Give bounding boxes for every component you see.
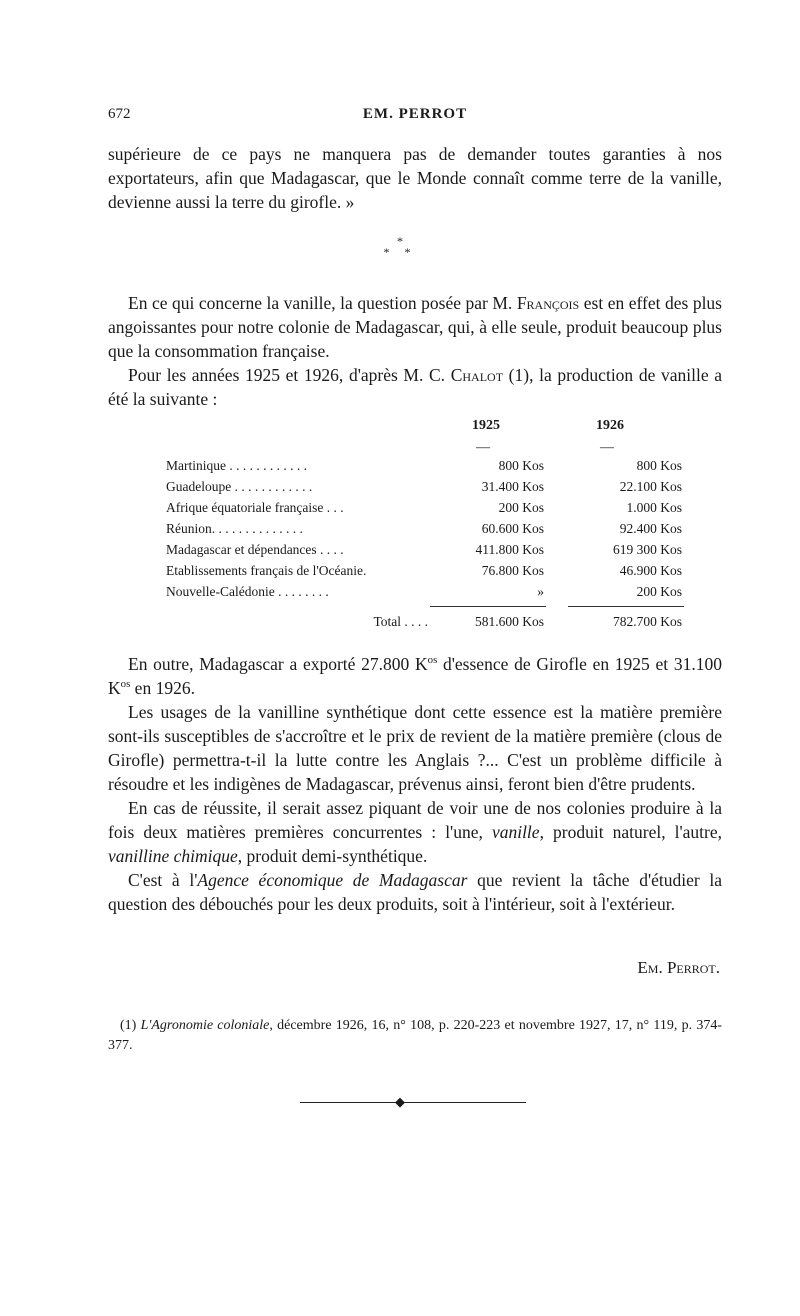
p5-text-b: , produit naturel, l'autre, — [539, 822, 723, 842]
paragraph-2 — [108, 363, 722, 411]
value-1926: 92.400 Kos — [619, 521, 682, 536]
paragraph-1 — [108, 291, 722, 363]
value-1925: 60.600 Kos — [481, 521, 544, 536]
paragraph-text: supérieure de ce pays ne manquera pas de demander toutes garanties à nos exportateurs, afin que Madagascar, que le Monde connaît comme terre de la vanille, devienne aussi la terre du girofle. » — [108, 144, 722, 212]
total-1925: 581.600 Kos — [474, 614, 544, 629]
author-name-francois: François — [516, 293, 580, 313]
paragraph-4: Les usages de la vanilline synthétique dont cette essence est la matière première sont-ils susceptibles de s'accroître et le prix de revient de la matière première (clous de Girofle) permettra-t-il la lutte contre les Anglais ?... C'est un problème difficile à résoudre et les indigènes de Madagascar, prévenus ainsi, feront bien d'être prudents. — [108, 702, 722, 794]
page-number: 672 — [108, 106, 131, 122]
table-row — [166, 563, 686, 584]
row-label: Etablissements français de l'Océanie. — [166, 563, 367, 578]
p5-text-a: En cas de réussite, il serait assez piquant de voir une de nos colonies produire à la fois deux matières premières concurrentes : l'une, — [108, 798, 722, 842]
year-1925: 1925 — [472, 418, 500, 433]
p3-text-b: d'essence de Girofle en 1925 et 31.100 K — [108, 654, 723, 698]
paragraph-3 — [108, 652, 722, 700]
value-1925: 411.800 Kos — [475, 542, 544, 557]
table-row — [166, 479, 686, 500]
p6-text-b: que revient la tâche d'étudier la question des débouchés pour les deux produits, soit à l'intérieur, soit à l'extérieur. — [108, 870, 722, 914]
value-1925: 200 Kos — [498, 500, 544, 515]
stars-bottom: * * — [383, 245, 417, 259]
p1-text-a: En ce qui concerne la vanille, la question posée par M. — [128, 293, 513, 313]
p6-italic-agence: Agence économique de Madagascar — [197, 870, 468, 890]
section-separator — [0, 236, 800, 258]
signature: Em. Perrot. — [637, 958, 720, 977]
row-label: Martinique . . . . . . . . . . . . — [166, 458, 307, 473]
p3-text-a: En outre, Madagascar a exporté 27.800 K — [128, 654, 428, 674]
value-1926: 619 300 Kos — [612, 542, 682, 557]
star-top: * — [397, 234, 403, 248]
paragraph-6 — [108, 868, 722, 916]
p5-text-c: , produit demi-synthétique. — [237, 846, 428, 866]
p2-text-a: Pour les années 1925 et 1926, d'après M. C. — [128, 365, 446, 385]
footnote-text: , décembre 1926, 16, n° 108, p. 220-223 et novembre 1927, 17, n° 119, p. 374-377. — [108, 1018, 722, 1053]
footnote — [108, 1016, 722, 1056]
row-label: Afrique équatoriale française . . . — [166, 500, 344, 515]
value-1925: 76.800 Kos — [481, 563, 544, 578]
p3-sup: os — [427, 654, 438, 667]
row-label: Nouvelle-Calédonie . . . . . . . . — [166, 584, 329, 599]
header-dash: — — [476, 440, 490, 455]
table-row — [166, 584, 686, 605]
p1-text-b: est en effet des plus angoissantes pour notre colonie de Madagascar, qui, à elle seule, produit beaucoup plus que la consommation française. — [108, 293, 722, 361]
body-paragraphs-top — [108, 291, 722, 411]
value-1925: 800 Kos — [498, 458, 544, 473]
p6-text-a: C'est à l' — [128, 870, 198, 890]
total-rule — [430, 606, 546, 607]
table-rows — [166, 458, 686, 605]
value-1926: 46.900 Kos — [619, 563, 682, 578]
footnote-journal: L'Agronomie coloniale — [140, 1018, 270, 1033]
total-1926: 782.700 Kos — [612, 614, 682, 629]
row-label: Madagascar et dépendances . . . . — [166, 542, 344, 557]
table-row — [166, 521, 686, 542]
author-name-chalot: Chalot — [450, 365, 504, 385]
row-label: Guadeloupe . . . . . . . . . . . . — [166, 479, 313, 494]
p3-sup: os — [120, 678, 131, 691]
paragraph-5 — [108, 796, 722, 868]
table-row — [166, 458, 686, 479]
value-1925: 31.400 Kos — [481, 479, 544, 494]
page-header — [108, 106, 722, 130]
continued-paragraph — [108, 142, 722, 214]
value-1926: 800 Kos — [636, 458, 682, 473]
total-rule — [568, 606, 684, 607]
total-row — [166, 614, 686, 635]
value-1926: 200 Kos — [636, 584, 682, 599]
value-1926: 1.000 Kos — [626, 500, 682, 515]
p5-italic-vanille: vanille — [491, 822, 540, 842]
p2-text-b: (1), la production de vanille a été la suivante : — [108, 365, 722, 409]
p5-italic-vanilline: vanilline chimique — [108, 846, 238, 866]
row-label: Réunion. . . . . . . . . . . . . . — [166, 521, 303, 536]
value-1926: 22.100 Kos — [619, 479, 682, 494]
header-dash: — — [600, 440, 614, 455]
p3-text-c: en 1926. — [130, 678, 195, 698]
diamond-icon: ◆ — [395, 1094, 405, 1109]
total-label: Total . . . . — [373, 614, 428, 629]
footnote-number: (1) — [120, 1018, 137, 1033]
value-1925: » — [537, 584, 544, 599]
table-row — [166, 542, 686, 563]
table-header — [166, 418, 686, 458]
running-head: EM. PERROT — [362, 106, 468, 122]
body-paragraphs-bottom — [108, 652, 722, 916]
table-row — [166, 500, 686, 521]
year-1926: 1926 — [596, 418, 624, 433]
